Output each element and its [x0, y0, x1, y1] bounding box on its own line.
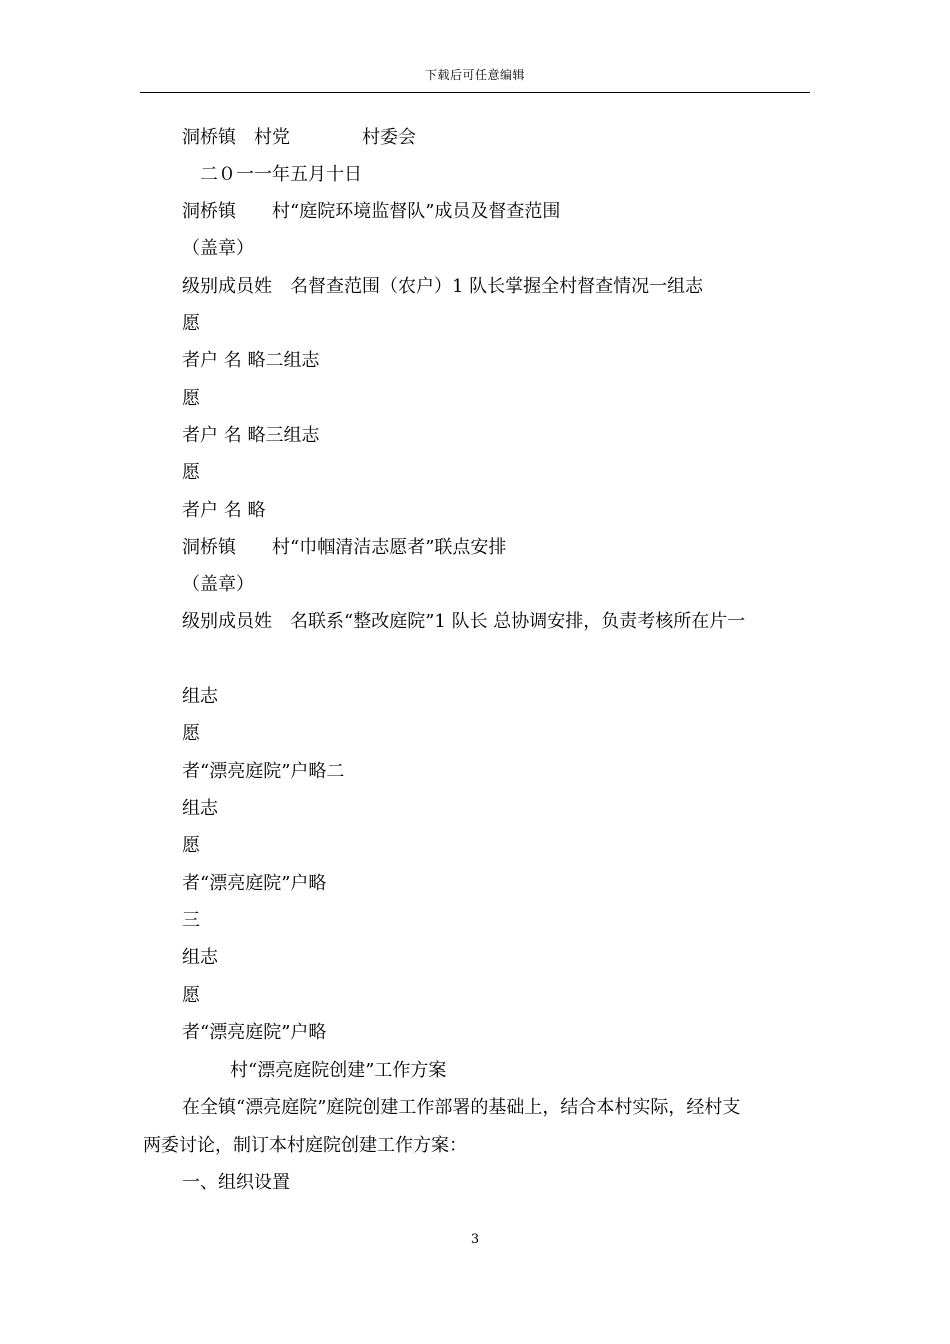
text-line: （盖章） [182, 574, 254, 595]
page-number: 3 [470, 1232, 480, 1247]
text-line: 一、组织设置 [182, 1172, 290, 1193]
text-line: 者户 名 略三组志 [182, 425, 320, 446]
text-line: 愿 [182, 388, 200, 409]
text-line: 者“漂亮庭院”户略 [182, 873, 327, 894]
text-line: 愿 [182, 723, 200, 744]
text-line: 在全镇“漂亮庭院”庭院创建工作部署的基础上，结合本村实际，经村支 [182, 1097, 741, 1118]
text-line: 者户 名 略二组志 [182, 350, 320, 371]
text-line: （盖章） [182, 238, 254, 259]
text-line: 愿 [182, 985, 200, 1006]
text-line: 者“漂亮庭院”户略二 [182, 761, 345, 782]
text-line: 洞桥镇 村“庭院环境监督队”成员及督查范围 [182, 201, 561, 222]
text-line: 级别成员姓 名联系“整改庭院”1 队长 总协调安排，负责考核所在片一 [182, 611, 746, 632]
text-line: 三 [182, 910, 200, 931]
text-line: 组志 [182, 686, 218, 707]
text-line: 洞桥镇 村党 村委会 [182, 127, 416, 148]
text-line: 者户 名 略 [182, 500, 266, 521]
page-header: 下载后可任意编辑 [424, 68, 525, 82]
text-line: 组志 [182, 798, 218, 819]
text-line: 愿 [182, 835, 200, 856]
text-line: 者“漂亮庭院”户略 [182, 1022, 327, 1043]
text-line: 二０一一年五月十日 [200, 164, 362, 185]
text-line: 愿 [182, 462, 200, 483]
section-title: 村“漂亮庭院创建”工作方案 [230, 1060, 447, 1081]
text-line: 组志 [182, 947, 218, 968]
text-line: 愿 [182, 313, 200, 334]
header-rule [140, 92, 810, 93]
text-line: 两委讨论，制订本村庭院创建工作方案： [143, 1135, 467, 1156]
text-line: 洞桥镇 村“巾帼清洁志愿者”联点安排 [182, 537, 507, 558]
text-line: 级别成员姓 名督查范围（农户）1 队长掌握全村督查情况一组志 [182, 276, 704, 297]
